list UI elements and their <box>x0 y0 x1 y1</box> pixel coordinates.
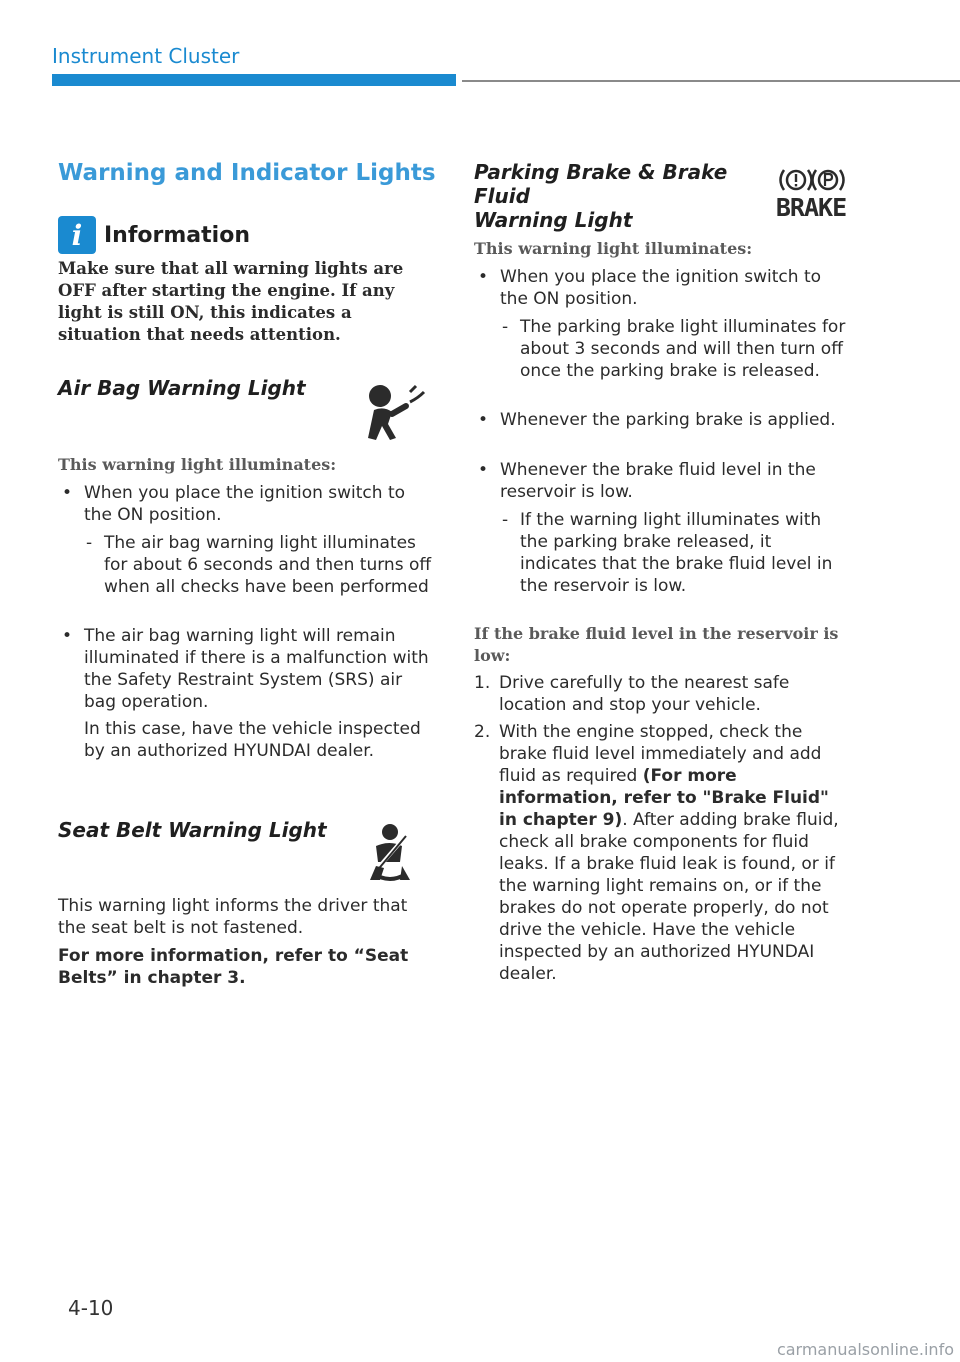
information-text: Make sure that all warning lights are OFF after starting the engine. If any light is still ON, this indicates a situation that needs attention. <box>58 259 404 344</box>
airbag-dash-1-text: The air bag warning light illuminates for about 6 seconds and then turns off when all checks have been performed <box>104 533 432 597</box>
bullet-marker: • <box>478 460 489 480</box>
brake-bullet-2 <box>478 409 852 431</box>
brake-bullet-3 <box>478 459 852 503</box>
header-rule <box>462 80 960 82</box>
airbag-dash-1 <box>86 532 438 598</box>
header-accent-bar <box>52 74 456 86</box>
bullet-marker: • <box>62 626 73 646</box>
airbag-bullet-1 <box>62 482 438 526</box>
airbag-warning-icon <box>362 380 428 444</box>
airbag-bullet-2-text: The air bag warning light will remain illuminated if there is a malfunction with the Safety Restraint System (SRS) air bag operation. <box>84 626 429 712</box>
information-heading <box>58 216 250 254</box>
seatbelt-reference: For more information, refer to “Seat Belts” in chapter 3. <box>58 946 409 988</box>
section-title: Warning and Indicator Lights <box>58 160 436 186</box>
airbag-bullet-1-text: When you place the ignition switch to the ON position. <box>84 483 406 525</box>
brake-dash-1 <box>502 316 852 382</box>
bullet-marker: • <box>478 410 489 430</box>
bullet-marker: • <box>478 267 489 287</box>
dash-marker: - <box>502 317 509 337</box>
watermark: carmanualsonline.info <box>776 1340 954 1359</box>
information-label: Information <box>104 222 250 248</box>
information-icon: i <box>58 216 96 254</box>
running-header: Instrument Cluster <box>52 44 240 68</box>
brake-title <box>474 160 774 232</box>
brake-icon-label: BRAKE <box>775 193 847 222</box>
brake-bullet-2-text: Whenever the parking brake is applied. <box>500 410 836 430</box>
brake-step-2 <box>474 721 852 985</box>
brake-step-2-text <box>474 721 852 985</box>
dash-marker: - <box>86 533 93 553</box>
brake-bullet-3-text: Whenever the brake fluid level in the reservoir is low. <box>500 460 816 502</box>
airbag-lead: This warning light illuminates: <box>58 455 337 474</box>
seatbelt-text: This warning light informs the driver that the seat belt is not fastened. <box>58 896 408 938</box>
brake-dash-1-text: The parking brake light illuminates for about 3 seconds and will then turn off once the parking brake is released. <box>520 317 846 381</box>
seatbelt-title: Seat Belt Warning Light <box>58 818 327 842</box>
brake-step-1 <box>474 672 852 716</box>
seatbelt-warning-icon <box>366 822 422 886</box>
step-number: 1. <box>474 673 491 693</box>
step-number: 2. <box>474 722 491 742</box>
brake-title-line-2: Warning Light <box>474 208 633 232</box>
dash-marker: - <box>502 510 509 530</box>
page-number: 4-10 <box>68 1296 114 1320</box>
brake-low-lead: If the brake fluid level in the reservoir is low: <box>474 624 839 665</box>
brake-bullet-1 <box>478 266 852 310</box>
brake-lead: This warning light illuminates: <box>474 239 753 258</box>
brake-title-line-1: Parking Brake & Brake Fluid <box>474 160 728 208</box>
brake-warning-icon <box>774 166 848 222</box>
brake-step-2-text-a: With the engine stopped, check the brake fluid level immediately and add fluid as required <box>499 722 822 786</box>
airbag-title: Air Bag Warning Light <box>58 376 306 400</box>
brake-fluid-reference: (For more information, refer to "Brake Fluid" in chapter 9) <box>499 766 829 830</box>
bullet-marker: • <box>62 483 73 503</box>
airbag-bullet-2 <box>62 625 438 713</box>
brake-step-2-text-b: . After adding brake fluid, check all brake components for fluid leaks. If a brake fluid leak is found, or if the warning light remains on, or if the brakes do not operate properly, do not drive the vehicle. Have the vehicle inspected by an authorized HYUNDAI dealer. <box>499 810 839 984</box>
airbag-bullet-2-continuation: In this case, have the vehicle inspected by an authorized HYUNDAI dealer. <box>84 719 421 761</box>
brake-dash-2-text: If the warning light illuminates with the parking brake released, it indicates that the brake fluid level in the reservoir is low. <box>520 510 833 596</box>
brake-step-1-text: Drive carefully to the nearest safe location and stop your vehicle. <box>499 673 790 715</box>
brake-bullet-1-text: When you place the ignition switch to the ON position. <box>500 267 822 309</box>
brake-dash-2 <box>502 509 852 597</box>
